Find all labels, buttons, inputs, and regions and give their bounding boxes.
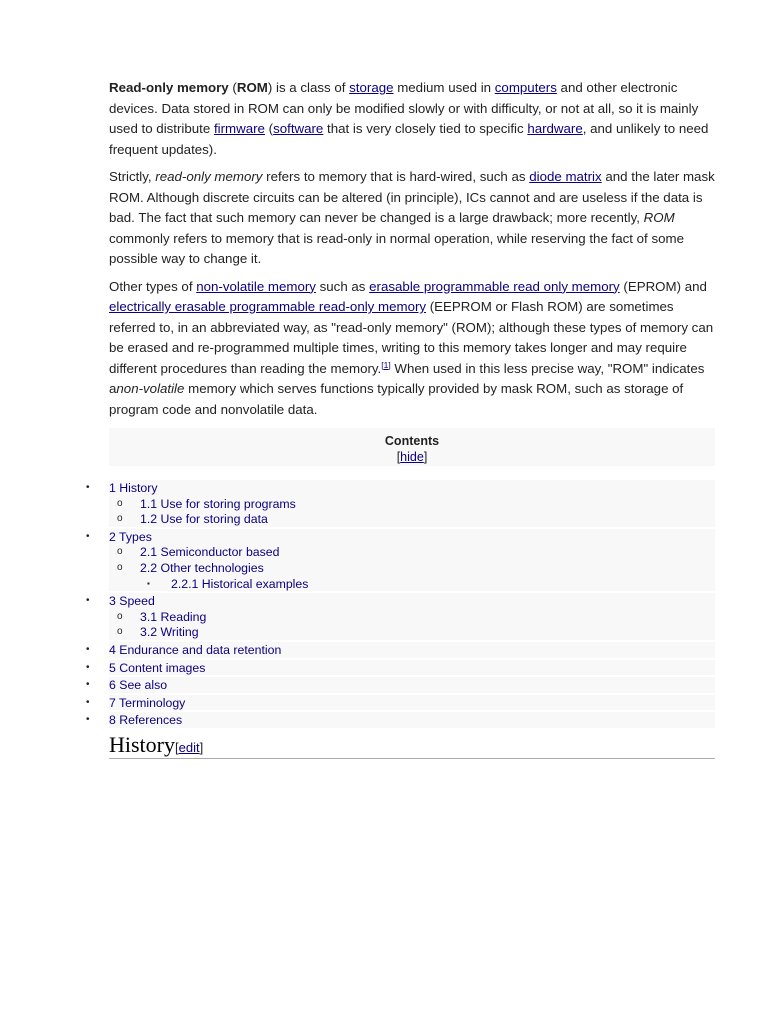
text: and other electronic devices. Data stored in ROM can only be modified slowly or with difficulty, or not at all, so it is mainly used to distribute: [109, 80, 699, 136]
italic-term: non-volatile: [116, 381, 185, 396]
toc-item-background: [109, 677, 715, 693]
link-firmware[interactable]: firmware: [213, 121, 265, 136]
article-body: [109, 78, 715, 466]
toc-item: [0, 642, 715, 658]
toc-item-background: [109, 624, 715, 640]
toc-item: [0, 712, 715, 728]
toc-list: [0, 480, 715, 728]
text: memory which serves functions typically provided by mask ROM, such as storage of program code and nonvolatile data.: [109, 381, 684, 417]
toc-item-background: [109, 712, 715, 728]
link-non-volatile-memory[interactable]: non-volatile memory: [196, 278, 316, 294]
toc-item: [0, 609, 715, 625]
intro-paragraph: [109, 78, 715, 160]
text: commonly refers to memory that is read-only in normal operation, while reserving the fact of some possible way to change it.: [109, 230, 684, 266]
toc-item: [0, 576, 715, 592]
link-eprom[interactable]: erasable programmable read only memory: [369, 278, 620, 294]
text: that is very closely tied to specific: [323, 121, 528, 136]
toc-item-background: [109, 695, 715, 711]
link-computers[interactable]: computers: [494, 80, 557, 95]
toc-item: [0, 695, 715, 711]
toc-title: Contents: [384, 434, 440, 448]
toc-bullet: o: [117, 561, 123, 573]
edit-section: [175, 740, 203, 755]
text: ) is a class of: [267, 80, 350, 95]
toc-item: [0, 529, 715, 545]
text: (: [228, 80, 237, 95]
toc-item-background: [109, 593, 715, 609]
link-eeprom[interactable]: electrically erasable programmable read-only memory: [109, 299, 427, 314]
text: such as: [315, 278, 370, 294]
toc-bullet: o: [117, 546, 123, 558]
toc-link[interactable]: 3 Speed: [109, 594, 155, 609]
toc-item-background: [109, 480, 715, 496]
text: Other types of: [109, 278, 197, 294]
toc-item: [0, 544, 715, 560]
toc-bullet: •: [86, 482, 90, 493]
toc-link[interactable]: 3.2 Writing: [140, 625, 199, 640]
toc-header: [109, 428, 715, 466]
text: Strictly,: [109, 169, 156, 184]
text: (: [264, 121, 274, 136]
italic-term: ROM: [643, 210, 675, 225]
text: and the later mask ROM. Although discrete circuits can be altered (in principle), ICs cannot and are useless if the data is bad. The fact that such memory can never be changed is a large drawback; more recently,: [109, 169, 715, 225]
link-storage[interactable]: storage: [349, 80, 394, 95]
toc-item: [0, 496, 715, 512]
toc-item-background: [109, 529, 715, 545]
toc-link[interactable]: 1 History: [109, 481, 158, 495]
text: When used in this less precise way, "ROM" indicates a: [109, 360, 705, 396]
bracket: ]: [199, 740, 204, 755]
edit-link[interactable]: edit: [178, 740, 200, 755]
text: , and unlikely to need frequent updates).: [109, 121, 709, 157]
bracket: [: [396, 450, 401, 464]
text: refers to memory that is hard-wired, such as: [262, 169, 530, 184]
toc-bullet: •: [86, 643, 90, 655]
heading-text: History: [109, 732, 175, 757]
link-diode-matrix[interactable]: diode matrix: [529, 169, 602, 184]
toc-item: [0, 593, 715, 609]
toc-link[interactable]: 2.1 Semiconductor based: [140, 545, 280, 560]
toc-item: [0, 677, 715, 693]
toc-bullet: •: [86, 595, 90, 607]
strictly-paragraph: [109, 167, 715, 270]
text: (EPROM) and: [619, 278, 707, 294]
toc-link[interactable]: 7 Terminology: [109, 695, 186, 710]
toc-bullet: •: [86, 696, 90, 708]
toc-link[interactable]: 3.1 Reading: [140, 609, 207, 624]
toc-bullet: ▪: [147, 578, 150, 588]
link-software[interactable]: software: [273, 121, 324, 136]
toc-item: [0, 624, 715, 640]
toc-item: [0, 511, 715, 527]
text: medium used in: [393, 80, 495, 95]
toc-link[interactable]: 6 See also: [109, 678, 168, 693]
toc-link[interactable]: 8 References: [109, 713, 183, 728]
section-heading-history: [109, 730, 715, 759]
toc-bullet: o: [117, 497, 123, 509]
toc-item: [0, 660, 715, 676]
toc-link[interactable]: 5 Content images: [109, 660, 206, 675]
toc-hide-link[interactable]: hide: [400, 450, 424, 464]
bracket: ]: [423, 450, 428, 464]
toc-bullet: •: [86, 714, 90, 726]
toc-toggle: [109, 449, 715, 466]
link-hardware[interactable]: hardware: [527, 121, 583, 136]
text: (EEPROM or Flash ROM) are sometimes referred to, in an abbreviated way, as "read-only memory" (ROM); although these types of memory can be erased and re-programmed multiple times, writing to this memory takes longer and may require different procedures than reading the memory.: [109, 299, 714, 376]
toc-bullet: •: [86, 530, 90, 542]
toc-link[interactable]: 1.1 Use for storing programs: [140, 496, 296, 511]
toc-link[interactable]: 4 Endurance and data retention: [109, 642, 282, 657]
italic-term: read-only memory: [155, 169, 263, 184]
toc-bullet: •: [86, 679, 90, 691]
reference-link[interactable]: [1]: [381, 359, 391, 370]
toc-link[interactable]: 1.2 Use for storing data: [140, 512, 268, 527]
toc-bullet: o: [117, 513, 123, 525]
toc-link[interactable]: 2.2 Other technologies: [140, 560, 264, 575]
other-types-paragraph: [109, 277, 715, 421]
bold-term: Read-only memory: [109, 80, 229, 95]
bracket: [: [175, 740, 179, 755]
toc-item: [0, 560, 715, 576]
toc-bullet: o: [117, 626, 123, 638]
toc-bullet: o: [117, 610, 123, 622]
toc-item: [0, 480, 715, 496]
bold-term: ROM: [236, 80, 268, 95]
toc-link[interactable]: 2.2.1 Historical examples: [171, 576, 309, 591]
toc-link[interactable]: 2 Types: [109, 529, 152, 544]
toc-bullet: •: [86, 661, 90, 673]
